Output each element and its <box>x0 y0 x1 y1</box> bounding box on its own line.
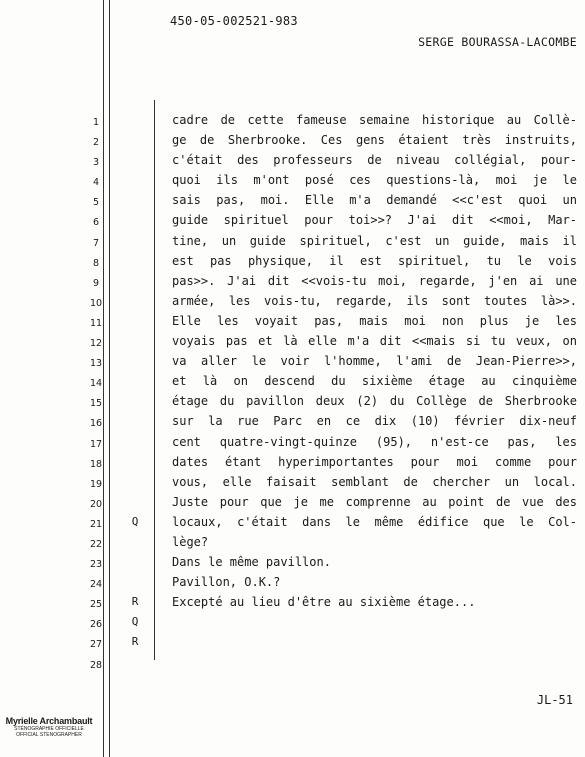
line-number: 13 <box>89 358 103 370</box>
transcript-line: tine, un guide spirituel, c'est un guide, mais il <box>172 233 577 248</box>
transcript-line: sais pas, moi. Elle m'a demandé <<c'est quoi un <box>172 193 577 208</box>
speaker-marker <box>124 432 146 452</box>
line-number: 17 <box>89 438 103 450</box>
text-bracket-line <box>154 100 155 660</box>
line-number: 3 <box>92 157 100 169</box>
line-number: 24 <box>89 579 103 591</box>
stamp-line-2: OFFICIAL STENOGRAPHER <box>16 732 82 738</box>
speaker-marker <box>124 110 146 130</box>
line-number: 7 <box>92 237 100 249</box>
speaker-marker <box>124 231 146 251</box>
transcript-text <box>172 110 577 612</box>
speaker-marker <box>124 130 146 150</box>
speaker-marker <box>124 210 146 230</box>
speaker-marker <box>124 331 146 351</box>
line-number: 20 <box>89 498 103 510</box>
line-number: 5 <box>92 197 100 209</box>
transcript-line: va aller le voir l'homme, l'ami de Jean-Pierre>>, <box>172 354 577 369</box>
line-number: 11 <box>89 317 103 329</box>
speaker-marker <box>124 170 146 190</box>
line-number: 6 <box>92 217 100 229</box>
speaker-marker: R <box>131 635 139 649</box>
transcript-line: vous, elle faisait semblant de chercher un local. <box>172 474 577 489</box>
transcript-line: Pavillon, O.K.? <box>172 575 281 590</box>
transcript-line: armée, les vois-tu, regarde, ils sont toutes là>>. <box>172 293 577 308</box>
line-number-column <box>78 113 114 676</box>
transcript-line: étage du pavillon deux (2) du Collège de Sherbrooke <box>172 394 577 409</box>
speaker-marker <box>124 351 146 371</box>
speaker-marker <box>124 452 146 472</box>
line-number: 27 <box>89 639 103 651</box>
transcript-line: quoi ils m'ont posé ces questions-là, moi je le <box>172 173 577 188</box>
transcript-line: et là on descend du sixième étage au cinquième <box>172 374 577 389</box>
speaker-marker <box>124 371 146 391</box>
transcript-line: lège? <box>172 534 209 549</box>
line-number: 28 <box>89 659 103 671</box>
transcript-line: est pas physique, il est spirituel, tu le vois <box>172 253 577 268</box>
line-number: 1 <box>92 117 100 128</box>
line-number: 22 <box>89 538 103 550</box>
case-number: 450-05-002521-983 <box>170 14 298 28</box>
line-number: 8 <box>92 257 100 269</box>
speaker-marker <box>124 251 146 271</box>
witness-name: SERGE BOURASSA-LACOMBE <box>418 35 577 49</box>
speaker-marker <box>124 532 146 552</box>
speaker-marker <box>124 552 146 572</box>
speaker-marker <box>124 190 146 210</box>
line-number: 25 <box>89 599 103 611</box>
line-number: 2 <box>92 137 100 149</box>
transcript-line: cent quatre-vingt-quinze (95), n'est-ce pas, les <box>172 434 577 449</box>
line-number: 9 <box>92 277 100 289</box>
line-number: 18 <box>89 458 103 470</box>
line-number: 4 <box>92 177 100 189</box>
transcript-line: voyais pas et là elle m'a dit <<mais si tu veux, on <box>172 334 577 349</box>
line-number: 23 <box>89 559 103 571</box>
transcript-line: Excepté au lieu d'être au sixième étage... <box>172 595 476 610</box>
speaker-marker <box>124 411 146 431</box>
line-number: 16 <box>89 418 103 430</box>
stamp-line-1: STÉNOGRAPHIE OFFICIELLE <box>14 726 84 732</box>
speaker-marker <box>124 472 146 492</box>
speaker-marker <box>124 150 146 170</box>
line-number: 15 <box>89 398 103 410</box>
transcript-line: c'était des professeurs de niveau collégial, pour- <box>172 153 577 168</box>
speaker-marker <box>124 291 146 311</box>
speaker-marker <box>124 271 146 291</box>
transcript-line: Juste pour que je me comprenne au point de vue des <box>172 494 577 509</box>
speaker-marker: R <box>131 595 139 609</box>
stamp-name: Myrielle Archambault <box>5 716 93 726</box>
transcript-line: locaux, c'était dans le même édifice que le Col- <box>172 514 577 529</box>
line-number: 21 <box>89 518 103 530</box>
transcript-line: pas>>. J'ai dit <<vois-tu moi, regarde, j'en ai une <box>172 273 577 288</box>
line-number: 19 <box>89 478 103 490</box>
speaker-marker-column <box>124 110 146 653</box>
transcript-line: sur la rue Parc en ce dix (10) février dix-neuf <box>172 414 577 429</box>
speaker-marker <box>124 311 146 331</box>
transcript-line: Elle les voyait pas, mais moi non plus je les <box>172 313 577 328</box>
transcript-line: dates étant hyperimportantes pour moi comme pour <box>172 454 577 469</box>
transcript-line: ge de Sherbrooke. Ces gens étaient très instruits, <box>172 133 577 148</box>
transcript-line: Dans le même pavillon. <box>172 555 331 570</box>
speaker-marker: Q <box>131 615 139 629</box>
speaker-marker <box>124 492 146 512</box>
line-number: 10 <box>89 297 103 309</box>
transcript-line: guide spirituel pour toi>>? J'ai dit <<moi, Mar- <box>172 213 577 228</box>
speaker-marker <box>124 391 146 411</box>
stenographer-stamp <box>4 716 94 738</box>
line-number: 12 <box>89 338 103 350</box>
speaker-marker <box>124 572 146 592</box>
speaker-marker: Q <box>131 514 139 528</box>
transcript-line: cadre de cette fameuse semaine historique au Collè- <box>172 113 577 127</box>
line-number: 14 <box>89 378 103 390</box>
page-label: JL-51 <box>536 693 573 707</box>
line-number: 26 <box>89 619 103 631</box>
